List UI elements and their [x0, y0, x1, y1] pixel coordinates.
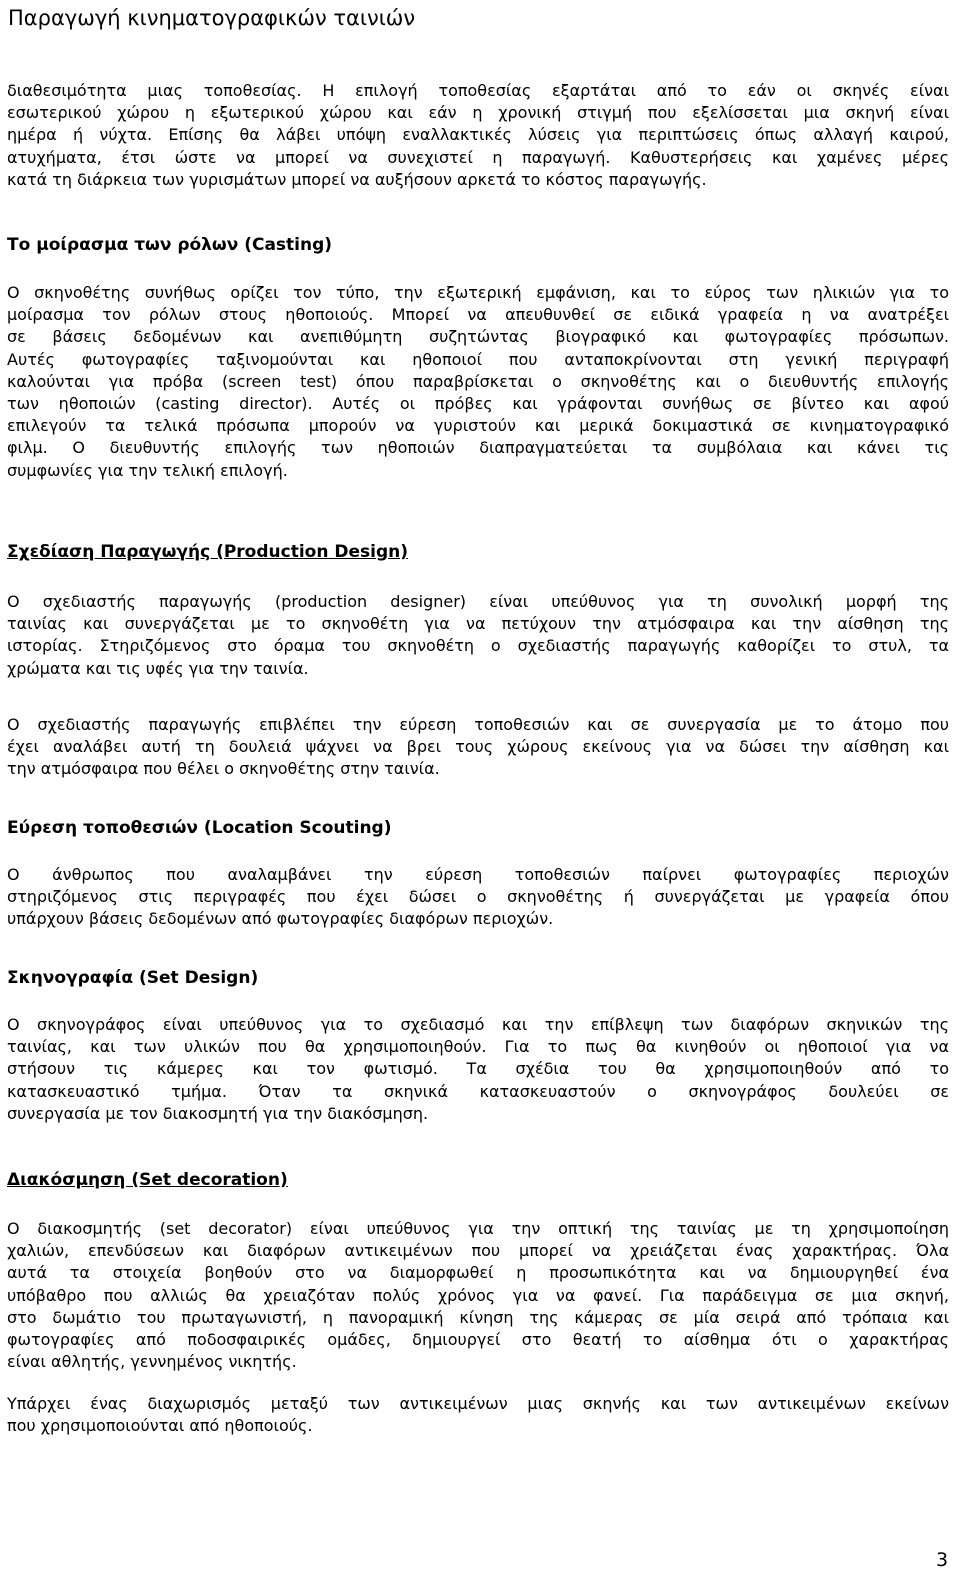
text-line: ταινίας, και των υλικών που θα χρησιμοποιηθούν. Για το πως θα κινηθούν οι ηθοποιοί για να: [7, 1037, 949, 1057]
section-heading-casting: Το μοίρασμα των ρόλων (Casting): [7, 235, 333, 255]
text-line: Ο άνθρωπος που αναλαμβάνει την εύρεση τοποθεσιών παίρνει φωτογραφίες περιοχών: [7, 865, 949, 884]
text-line: υπάρχουν βάσεις δεδομένων από φωτογραφίες διαφόρων περιοχών.: [7, 909, 554, 929]
production-design-paragraph-1: [7, 591, 949, 680]
text-line: Ο σχεδιαστής παραγωγής επιβλέπει την εύρεση τοποθεσιών και σε συνεργασία με το άτομο που: [7, 715, 949, 734]
text-line: Υπάρχει ένας διαχωρισμός μεταξύ των αντικειμένων μιας σκηνής και των αντικειμένων εκείνων: [7, 1394, 949, 1413]
set-design-paragraph: [7, 1014, 949, 1125]
text-line: υπόβαθρο που αλλιώς θα χρειαζόταν πολύς χρόνος για να φανεί. Για παράδειγμα σε μια σκηνή,: [7, 1285, 949, 1305]
production-design-heading-block: [7, 540, 949, 564]
set-decoration-paragraph-1: [7, 1218, 949, 1373]
text-line: φωτογραφίες από ποδοσφαιρικές ομάδες, δημιουργεί στο θεατή το αίσθημα ότι ο χαρακτήρας: [7, 1330, 949, 1350]
text-line: ταινίας και συνεργάζεται με το σκηνοθέτη για να πετύχουν την ατμόσφαιρα και την αίσθηση της: [7, 614, 949, 634]
text-line: μοίρασμα τον ρόλων στους ηθοποιούς. Μπορεί να απευθυνθεί σε ειδικά γραφεία η να ανατρέξει: [7, 305, 949, 325]
text-line: φιλμ. Ο διευθυντής επιλογής των ηθοποιών διαπραγματεύεται τα συμβόλαια και κάνει τις: [7, 438, 949, 458]
page-title: Παραγωγή κινηματογραφικών ταινιών: [8, 6, 416, 30]
text-line: την ατμόσφαιρα που θέλει ο σκηνοθέτης στην ταινία.: [7, 759, 440, 779]
page-number: 3: [936, 1549, 949, 1571]
text-line: στηριζόμενος στις περιγραφές που έχει δώσει ο σκηνοθέτης ή συνεργάζεται με γραφεία όπου: [7, 887, 949, 907]
text-line: επιλεγούν τα τελικά πρόσωπα μπορούν να γυριστούν και μερικά δοκιμαστικά σε κινηματογραφικό: [7, 416, 949, 436]
text-line: Ο σκηνογράφος είναι υπεύθυνος για το σχεδιασμό και την επίβλεψη των διαφόρων σκηνικών της: [7, 1015, 949, 1034]
text-line: συνεργασία με τον διακοσμητή για την διακόσμηση.: [7, 1103, 429, 1123]
text-line: αυτά τα στοιχεία βοηθούν στο να διαμορφωθεί η προσωπικότητα και να δημιουργηθεί ένα: [7, 1263, 949, 1283]
production-design-paragraph-2: [7, 714, 949, 781]
casting-heading-block: [7, 233, 949, 257]
text-line: Ο σχεδιαστής παραγωγής (production designer) είναι υπεύθυνος για τη συνολική μορφή της: [7, 592, 949, 611]
text-line: κατασκευαστικό τμήμα. Όταν τα σκηνικά κατασκευαστούν ο σκηνογράφος δουλεύει σε: [7, 1081, 949, 1101]
text-line: στήσουν τις κάμερες και τον φωτισμό. Τα σχέδια του θα χρησιμοποιηθούν από το: [7, 1059, 949, 1079]
text-line: είναι αθλητής, γεννημένος νικητής.: [7, 1352, 297, 1372]
text-line: εσωτερικού χώρου η εξωτερικού χώρου και εάν η χρονική στιγμή που εξελίσσεται μια σκηνή είναι: [7, 103, 949, 123]
text-line: Ο σκηνοθέτης συνήθως ορίζει τον τύπο, την εξωτερική εμφάνιση, και το εύρος των ηλικιών για το: [7, 283, 949, 302]
text-line: χρώματα και τις υφές για την ταινία.: [7, 658, 309, 678]
set-design-heading-block: [7, 966, 949, 990]
text-line: ατυχήματα, έτσι ώστε να μπορεί να συνεχιστεί η παραγωγή. Καθυστερήσεις και χαμένες μέρες: [7, 147, 949, 167]
text-line: χαλιών, επενδύσεων και διαφόρων αντικειμένων που μπορεί να χρειάζεται ένας χαρακτήρας. Όλα: [7, 1241, 949, 1261]
text-line: συμφωνίες για την τελική επιλογή.: [7, 460, 288, 480]
text-line: Αυτές φωτογραφίες ταξινομούνται και ηθοποιοί που ανταποκρίνονται στη γενική περιγραφή: [7, 349, 949, 369]
text-line: καλούνται για πρόβα (screen test) όπου παραβρίσκεται ο σκηνοθέτης και ο διευθυντής επιλογής: [7, 371, 949, 391]
text-line: Ο διακοσμητής (set decorator) είναι υπεύθυνος για την οπτική της ταινίας με τη χρησιμοποίηση: [7, 1219, 949, 1238]
text-line: διαθεσιμότητα μιας τοποθεσίας. Η επιλογή τοποθεσίας εξαρτάται από το εάν οι σκηνές είναι: [7, 81, 949, 100]
intro-paragraph: [7, 80, 949, 191]
section-heading-set-design: Σκηνογραφία (Set Design): [7, 968, 259, 988]
text-line: σε βάσεις δεδομένων και ανεπιθύμητη συζητώντας βιογραφικό και φωτογραφίες πρόσωπων.: [7, 327, 949, 347]
text-line: κατά τη διάρκεια των γυρισμάτων μπορεί να αυξήσουν αρκετά το κόστος παραγωγής.: [7, 169, 707, 189]
section-heading-set-decoration: Διακόσμηση (Set decoration): [7, 1170, 288, 1190]
text-line: των ηθοποιών (casting director). Αυτές οι πρόβες και γράφονται συνήθως σε βίντεο και αφού: [7, 394, 949, 414]
text-line: στο δωμάτιο του πρωταγωνιστή, η πανοραμική κίνηση της κάμερας σε μία σειρά από τρόπαια και: [7, 1307, 949, 1327]
text-line: που χρησιμοποιούνται από ηθοποιούς.: [7, 1416, 313, 1436]
text-line: έχει αναλάβει αυτή τη δουλειά ψάχνει να βρει τους χώρους εκείνους για να δώσει την αίσθηση και: [7, 737, 949, 757]
location-scouting-heading-block: [7, 816, 949, 840]
section-heading-location-scouting: Εύρεση τοποθεσιών (Location Scouting): [7, 818, 392, 838]
section-heading-production-design: Σχεδίαση Παραγωγής (Production Design): [7, 542, 408, 562]
text-line: ημέρα ή νύχτα. Επίσης θα λάβει υπόψη εναλλακτικές λύσεις για περιπτώσεις όπως αλλαγή καιρού,: [7, 125, 949, 145]
location-scouting-paragraph: [7, 864, 949, 931]
text-line: ιστορίας. Στηριζόμενος στο όραμα του σκηνοθέτη ο σχεδιαστής παραγωγής καθορίζει το στυλ, τα: [7, 636, 949, 656]
casting-paragraph: [7, 282, 949, 482]
set-decoration-paragraph-2: [7, 1393, 949, 1437]
set-decoration-heading-block: [7, 1168, 949, 1192]
